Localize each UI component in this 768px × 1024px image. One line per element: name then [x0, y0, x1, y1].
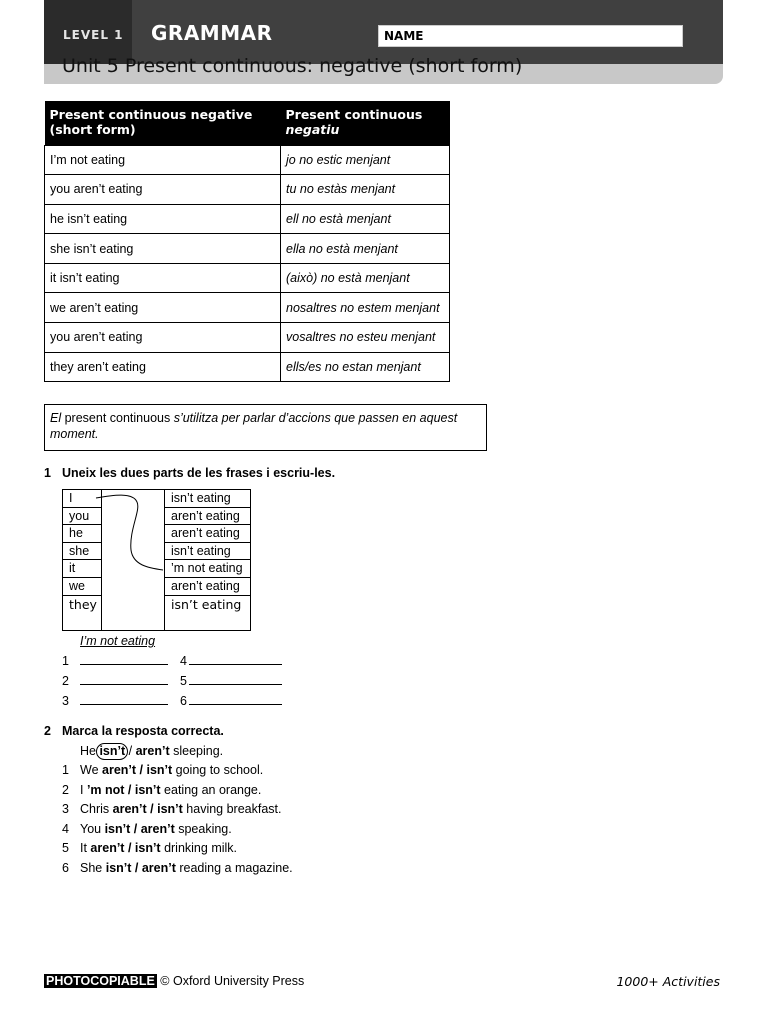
english-form: they aren’t eating — [45, 352, 281, 382]
footer-series: 1000+ Activities — [616, 974, 720, 989]
english-form: she isn’t eating — [45, 234, 281, 264]
english-form: you aren’t eating — [45, 323, 281, 353]
catalan-form: jo no estic menjant — [281, 145, 450, 175]
option-a[interactable]: aren’t — [112, 802, 147, 816]
question-item: 3 Chris aren’t / isn’t having breakfast. — [62, 802, 282, 816]
option-b[interactable]: isn’t — [146, 763, 173, 777]
catalan-form: ell no està menjant — [281, 204, 450, 234]
answer-line[interactable]: 2 — [62, 674, 168, 688]
table-row — [45, 175, 450, 205]
verb-cell: isn’t eating — [171, 596, 242, 612]
option-a[interactable]: aren’t — [90, 841, 125, 855]
option-b[interactable]: isn’t — [157, 802, 183, 816]
option-b[interactable]: aren’t — [140, 821, 175, 836]
catalan-form: nosaltres no estem menjant — [281, 293, 450, 323]
option-b[interactable]: isn’t — [134, 782, 161, 797]
photocopiable-badge: PHOTOCOPIABLE — [46, 974, 155, 988]
section-title: GRAMMAR — [151, 21, 273, 45]
verb-cell: aren’t eating — [165, 525, 251, 543]
name-field[interactable] — [378, 25, 683, 47]
subject-cell: they — [69, 596, 97, 612]
table-header-english: Present continuous negative (short form) — [45, 101, 281, 145]
catalan-form: (això) no està menjant — [281, 263, 450, 293]
option-a[interactable]: isn’t — [104, 821, 131, 836]
english-form: it isn’t eating — [45, 263, 281, 293]
table-header-catalan: Present continuous negatiu — [281, 101, 450, 145]
catalan-form: tu no estàs menjant — [281, 175, 450, 205]
exercise-1-example: I’m not eating — [80, 634, 156, 648]
subject-cell: we — [63, 578, 101, 596]
verb-cell: isn’t eating — [165, 490, 251, 508]
unit-title: Unit 5 Present continuous: negative (short form) — [62, 55, 523, 77]
exercise-2-example: He isn’t / aren’t sleeping. — [80, 744, 224, 758]
name-label: NAME — [384, 29, 424, 43]
circled-answer: isn’t — [96, 743, 128, 760]
verb-cell: aren’t eating — [165, 508, 251, 526]
table-row — [45, 263, 450, 293]
question-item: 5 It aren’t / isn’t drinking milk. — [62, 841, 238, 855]
exercise-1-heading: 1 Uneix les dues parts de les frases i escriu-les. — [44, 466, 336, 480]
option-b[interactable]: isn’t — [134, 841, 161, 855]
option-a[interactable]: isn’t — [105, 860, 132, 875]
exercise-2-heading: 2 Marca la resposta correcta. — [44, 724, 224, 738]
matching-grid — [62, 489, 251, 631]
catalan-form: ells/es no estan menjant — [281, 352, 450, 382]
footer-copyright: PHOTOCOPIABLE © Oxford University Press — [46, 974, 305, 988]
option-a[interactable]: ’m not — [86, 782, 125, 797]
answer-line[interactable]: 3 — [62, 694, 168, 708]
table-row — [45, 293, 450, 323]
english-form: you aren’t eating — [45, 175, 281, 205]
subject-cell: she — [63, 543, 101, 561]
grammar-note: El present continuous s’utilitza per parlar d’accions que passen en aquest moment. — [44, 404, 487, 451]
question-item: 1 We aren’t / isn’t going to school. — [62, 763, 264, 777]
answer-line[interactable]: 6 — [180, 694, 282, 708]
table-row — [45, 323, 450, 353]
answer-line[interactable]: 4 — [180, 654, 282, 668]
example-match-line — [63, 490, 252, 632]
table-row — [45, 352, 450, 382]
verb-cell: isn’t eating — [165, 543, 251, 561]
subject-cell: he — [63, 525, 101, 543]
answer-line[interactable]: 5 — [180, 674, 282, 688]
question-item: 6 She isn’t / aren’t reading a magazine. — [62, 860, 293, 875]
level-label: LEVEL 1 — [63, 28, 124, 42]
subject-cell: it — [63, 560, 101, 578]
conjugation-table — [44, 101, 450, 382]
subject-cell: you — [63, 508, 101, 526]
english-form: he isn’t eating — [45, 204, 281, 234]
option-b[interactable]: aren’t — [141, 860, 176, 875]
question-item: 2 I ’m not / isn’t eating an orange. — [62, 782, 262, 797]
subject-cell: I — [63, 490, 101, 508]
verb-cell: ’m not eating — [165, 560, 251, 578]
question-item: 4 You isn’t / aren’t speaking. — [62, 821, 232, 836]
english-form: we aren’t eating — [45, 293, 281, 323]
answer-line[interactable]: 1 — [62, 654, 168, 668]
table-row — [45, 145, 450, 175]
english-form: I’m not eating — [45, 145, 281, 175]
verb-cell: aren’t eating — [165, 578, 251, 596]
table-row — [45, 204, 450, 234]
option-a[interactable]: aren’t — [102, 763, 137, 777]
catalan-form: vosaltres no esteu menjant — [281, 323, 450, 353]
table-row — [45, 234, 450, 264]
catalan-form: ella no està menjant — [281, 234, 450, 264]
